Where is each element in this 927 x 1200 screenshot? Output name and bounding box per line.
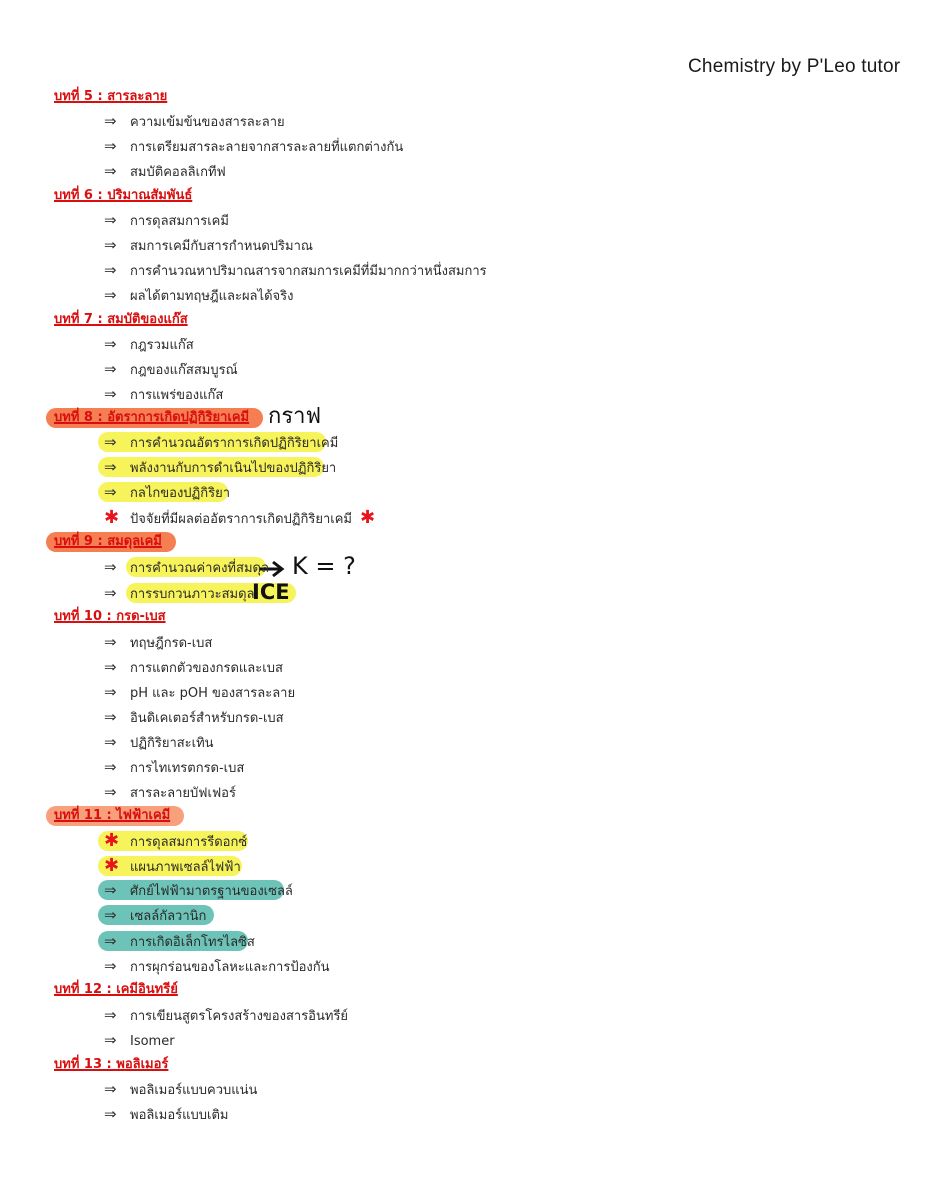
handwritten-graph-note: กราฟ: [268, 404, 322, 429]
list-item: ⇒ พอลิเมอร์แบบควบแน่น: [104, 1080, 258, 1098]
implies-arrow-icon: ⇒: [104, 162, 117, 180]
implies-arrow-icon: ⇒: [104, 458, 117, 476]
chapter-9-heading: บทที่ 9 : สมดุลเคมี: [54, 531, 162, 553]
list-item: ⇒ การแตกตัวของกรดและเบส: [104, 658, 283, 676]
implies-arrow-icon: ⇒: [104, 783, 117, 801]
list-item: ⇒ พอลิเมอร์แบบเติม: [104, 1105, 229, 1123]
implies-arrow-icon: ⇒: [104, 433, 117, 451]
implies-arrow-icon: ⇒: [104, 733, 117, 751]
implies-arrow-icon: ⇒: [104, 584, 117, 602]
list-item: ⇒ การเตรียมสารละลายจากสารละลายที่แตกต่างกัน: [104, 137, 404, 155]
chapter-13-heading: บทที่ 13 : พอลิเมอร์: [54, 1057, 169, 1072]
list-item: ⇒ การรบกวนภาวะสมดุล: [104, 582, 255, 604]
list-item: ⇒ การแพร่ของแก๊ส: [104, 385, 224, 403]
implies-arrow-icon: ⇒: [104, 957, 117, 975]
list-item: ⇒ ทฤษฎีกรด-เบส: [104, 633, 213, 651]
implies-arrow-icon: ⇒: [104, 1031, 117, 1049]
list-item: ⇒ Isomer: [104, 1031, 175, 1049]
list-item: ⇒ สารละลายบัฟเฟอร์: [104, 783, 236, 801]
implies-arrow-icon: ⇒: [104, 112, 117, 130]
chapter-12-heading: บทที่ 12 : เคมีอินทรีย์: [54, 982, 178, 997]
list-item: ⇒ การคำนวณอัตราการเกิดปฏิกิริยาเคมี: [104, 431, 338, 453]
list-item: ⇒ ปฏิกิริยาสะเทิน: [104, 733, 214, 751]
implies-arrow-icon: ⇒: [104, 261, 117, 279]
list-item: ⇒ กลไกของปฏิกิริยา: [104, 481, 230, 503]
implies-arrow-icon: ⇒: [104, 360, 117, 378]
list-item: ⇒ การไทเทรตกรด-เบส: [104, 758, 245, 776]
list-item: ✱ ปัจจัยที่มีผลต่ออัตราการเกิดปฏิกิริยาเคมี ✱: [104, 507, 386, 529]
list-item: ⇒ การเกิดอิเล็กโทรไลซิส: [104, 930, 255, 952]
implies-arrow-icon: ⇒: [104, 881, 117, 899]
implies-arrow-icon: ⇒: [104, 483, 117, 501]
star-icon: ✱: [104, 507, 120, 528]
handwritten-ice-note: ICE: [252, 580, 290, 604]
list-item: ⇒ อินดิเคเตอร์สำหรับกรด-เบส: [104, 708, 284, 726]
implies-arrow-icon: ⇒: [104, 137, 117, 155]
chapter-10-heading: บทที่ 10 : กรด-เบส: [54, 609, 166, 624]
list-item: ⇒ การผุกร่อนของโลหะและการป้องกัน: [104, 957, 330, 975]
implies-arrow-icon: ⇒: [104, 932, 117, 950]
chapter-6-heading: บทที่ 6 : ปริมาณสัมพันธ์: [54, 188, 193, 203]
chapter-8-heading: บทที่ 8 : อัตราการเกิดปฏิกิริยาเคมี: [54, 407, 249, 429]
implies-arrow-icon: ⇒: [104, 1006, 117, 1024]
implies-arrow-icon: ⇒: [104, 658, 117, 676]
implies-arrow-icon: ⇒: [104, 385, 117, 403]
list-item: ⇒ ศักย์ไฟฟ้ามาตรฐานของเซลล์: [104, 879, 293, 901]
chapter-11-heading: บทที่ 11 : ไฟฟ้าเคมี: [54, 805, 170, 827]
page-title: Chemistry by P'Leo tutor: [688, 56, 901, 77]
list-item: ⇒ กฎของแก๊สสมบูรณ์: [104, 360, 238, 378]
list-item: ⇒ กฎรวมแก๊ส: [104, 335, 194, 353]
implies-arrow-icon: ⇒: [104, 286, 117, 304]
implies-arrow-icon: ⇒: [104, 906, 117, 924]
handwritten-k-note: K = ?: [292, 552, 356, 580]
implies-arrow-icon: ⇒: [104, 758, 117, 776]
list-item: ✱ แผนภาพเซลล์ไฟฟ้า: [104, 855, 241, 877]
implies-arrow-icon: ⇒: [104, 683, 117, 701]
list-item: ⇒ พลังงานกับการดำเนินไปของปฏิกิริยา: [104, 456, 336, 478]
star-icon: ✱: [104, 855, 120, 876]
list-item: ⇒ การคำนวณค่าคงที่สมดุล: [104, 558, 269, 576]
chapter-5-heading: บทที่ 5 : สารละลาย: [54, 89, 168, 104]
list-item: ✱ การดุลสมการรีดอกซ์: [104, 830, 247, 852]
implies-arrow-icon: ⇒: [104, 236, 117, 254]
implies-arrow-icon: ⇒: [104, 1105, 117, 1123]
implies-arrow-icon: ⇒: [104, 708, 117, 726]
list-item: ⇒ เซลล์กัลวานิก: [104, 904, 206, 926]
star-icon: ✱: [104, 830, 120, 851]
list-item: ⇒ ผลได้ตามทฤษฎีและผลได้จริง: [104, 286, 294, 304]
star-icon: ✱: [359, 507, 376, 528]
implies-arrow-icon: ⇒: [104, 211, 117, 229]
list-item: ⇒ สมบัติคอลลิเกทีฟ: [104, 162, 226, 180]
list-item: ⇒ สมการเคมีกับสารกำหนดปริมาณ: [104, 236, 313, 254]
implies-arrow-icon: ⇒: [104, 1080, 117, 1098]
list-item: ⇒ ความเข้มข้นของสารละลาย: [104, 112, 285, 130]
list-item: ⇒ การดุลสมการเคมี: [104, 211, 229, 229]
implies-arrow-icon: ⇒: [104, 633, 117, 651]
list-item: ⇒ การเขียนสูตรโครงสร้างของสารอินทรีย์: [104, 1006, 349, 1024]
implies-arrow-icon: ⇒: [104, 335, 117, 353]
list-item: ⇒ pH และ pOH ของสารละลาย: [104, 683, 296, 701]
chapter-7-heading: บทที่ 7 : สมบัติของแก๊ส: [54, 312, 188, 327]
list-item: ⇒ การคำนวณหาปริมาณสารจากสมการเคมีที่มีมากกว่าหนึ่งสมการ: [104, 261, 487, 279]
implies-arrow-icon: ⇒: [104, 558, 117, 576]
